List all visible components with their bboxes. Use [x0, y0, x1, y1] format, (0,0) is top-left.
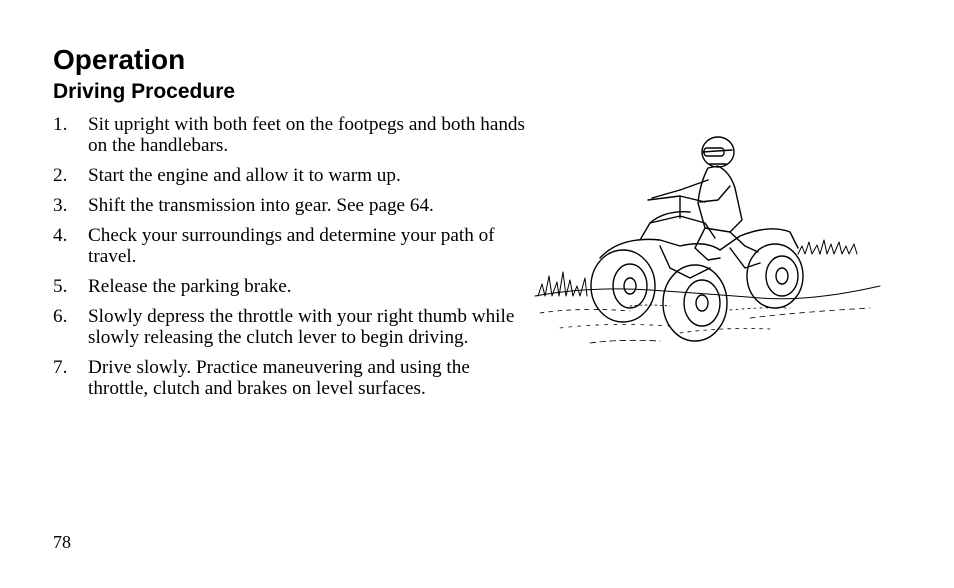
step-number: 1.: [53, 114, 68, 135]
step-text: Slowly depress the throttle with your right thumb while slowly releasing the clutch lever to begin driving.: [88, 306, 515, 348]
step-text: Start the engine and allow it to warm up.: [88, 165, 401, 186]
step-number: 7.: [53, 357, 68, 378]
step-number: 2.: [53, 165, 68, 186]
page-number: 78: [53, 532, 71, 552]
atv-rider-illustration: [530, 128, 885, 363]
step-text: Shift the transmission into gear. See page 64.: [88, 195, 434, 216]
step-number: 4.: [53, 225, 68, 246]
list-item: [53, 225, 528, 267]
step-text: Sit upright with both feet on the footpegs and both hands on the handlebars.: [88, 114, 525, 156]
list-item: [53, 276, 528, 297]
step-text: Drive slowly. Practice maneuvering and using the throttle, clutch and brakes on level surfaces.: [88, 357, 470, 399]
step-number: 6.: [53, 306, 68, 327]
atv-rider-icon: [530, 128, 885, 363]
list-item: [53, 165, 528, 186]
driving-steps-list: [53, 114, 528, 408]
step-number: 5.: [53, 276, 68, 297]
list-item: [53, 306, 528, 348]
step-text: Check your surroundings and determine your path of travel.: [88, 225, 495, 267]
list-item: [53, 195, 528, 216]
section-title: Operation: [53, 44, 186, 75]
list-item: [53, 357, 528, 399]
list-item: [53, 114, 528, 156]
subsection-title: Driving Procedure: [53, 80, 236, 103]
step-text: Release the parking brake.: [88, 276, 292, 297]
step-number: 3.: [53, 195, 68, 216]
